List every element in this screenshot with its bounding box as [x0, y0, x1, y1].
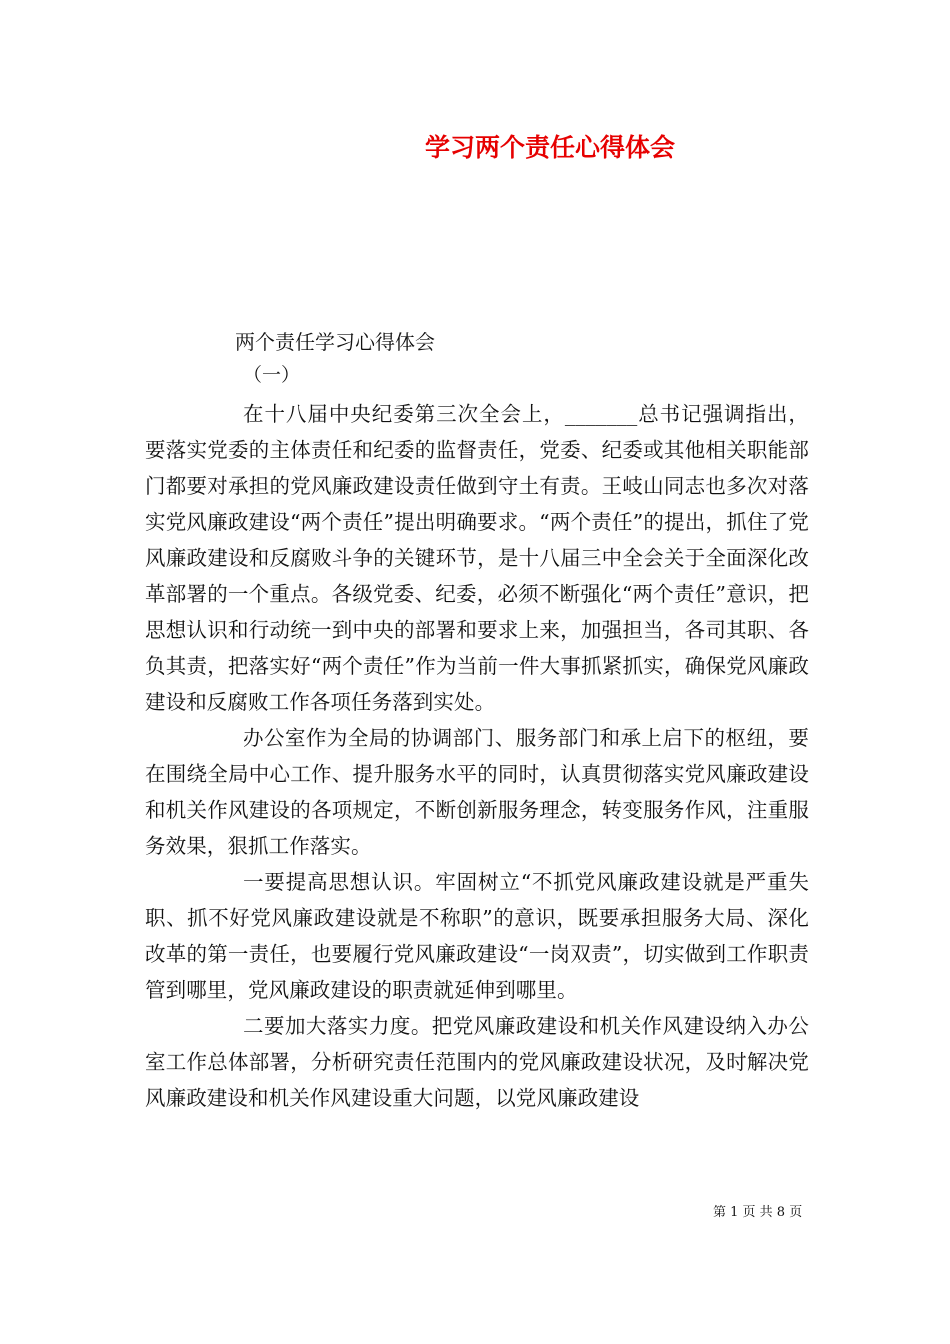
document-subtitle: 两个责任学习心得体会 [235, 330, 435, 354]
paragraph-4: 二要加大落实力度。把党风廉政建设和机关作风建设纳入办公室工作总体部署，分析研究责任范围内的党风廉政建设状况，及时解决党风廉政建设和机关作风建设重大问题，以党风廉政建设 [145, 1014, 809, 1110]
section-number: （一） [243, 364, 301, 386]
page-footer: 第 1 页 共 8 页 [713, 1205, 803, 1220]
paragraph-3: 一要提高思想认识。牢固树立“不抓党风廉政建设就是严重失职、抓不好党风廉政建设就是不称职”的意识，既要承担服务大局、深化改革的第一责任，也要履行党风廉政建设“一岗双责”，切实做到工作职责管到哪里，党风廉政建设的职责就延伸到哪里。 [145, 870, 809, 1002]
paragraph-2: 办公室作为全局的协调部门、服务部门和承上启下的枢纽，要在围绕全局中心工作、提升服务水平的同时，认真贯彻落实党风廉政建设和机关作风建设的各项规定，不断创新服务理念，转变服务作风，注重服务效果，狠抓工作落实。 [145, 726, 809, 858]
document-title: 学习两个责任心得体会 [424, 133, 675, 162]
document-body [145, 396, 809, 1116]
paragraph-1: 在十八届中央纪委第三次全会上，_______总书记强调指出，要落实党委的主体责任和纪委的监督责任，党委、纪委或其他相关职能部门都要对承担的党风廉政建设责任做到守土有责。王岐山同志也多次对落实党风廉政建设“两个责任”提出明确要求。“两个责任”的提出，抓住了党风廉政建设和反腐败斗争的关键环节，是十八届三中全会关于全面深化改革部署的一个重点。各级党委、纪委，必须不断强化“两个责任”意识，把思想认识和行动统一到中央的部署和要求上来，加强担当，各司其职、各负其责，把落实好“两个责任”作为当前一件大事抓紧抓实，确保党风廉政建设和反腐败工作各项任务落到实处。 [145, 402, 809, 714]
